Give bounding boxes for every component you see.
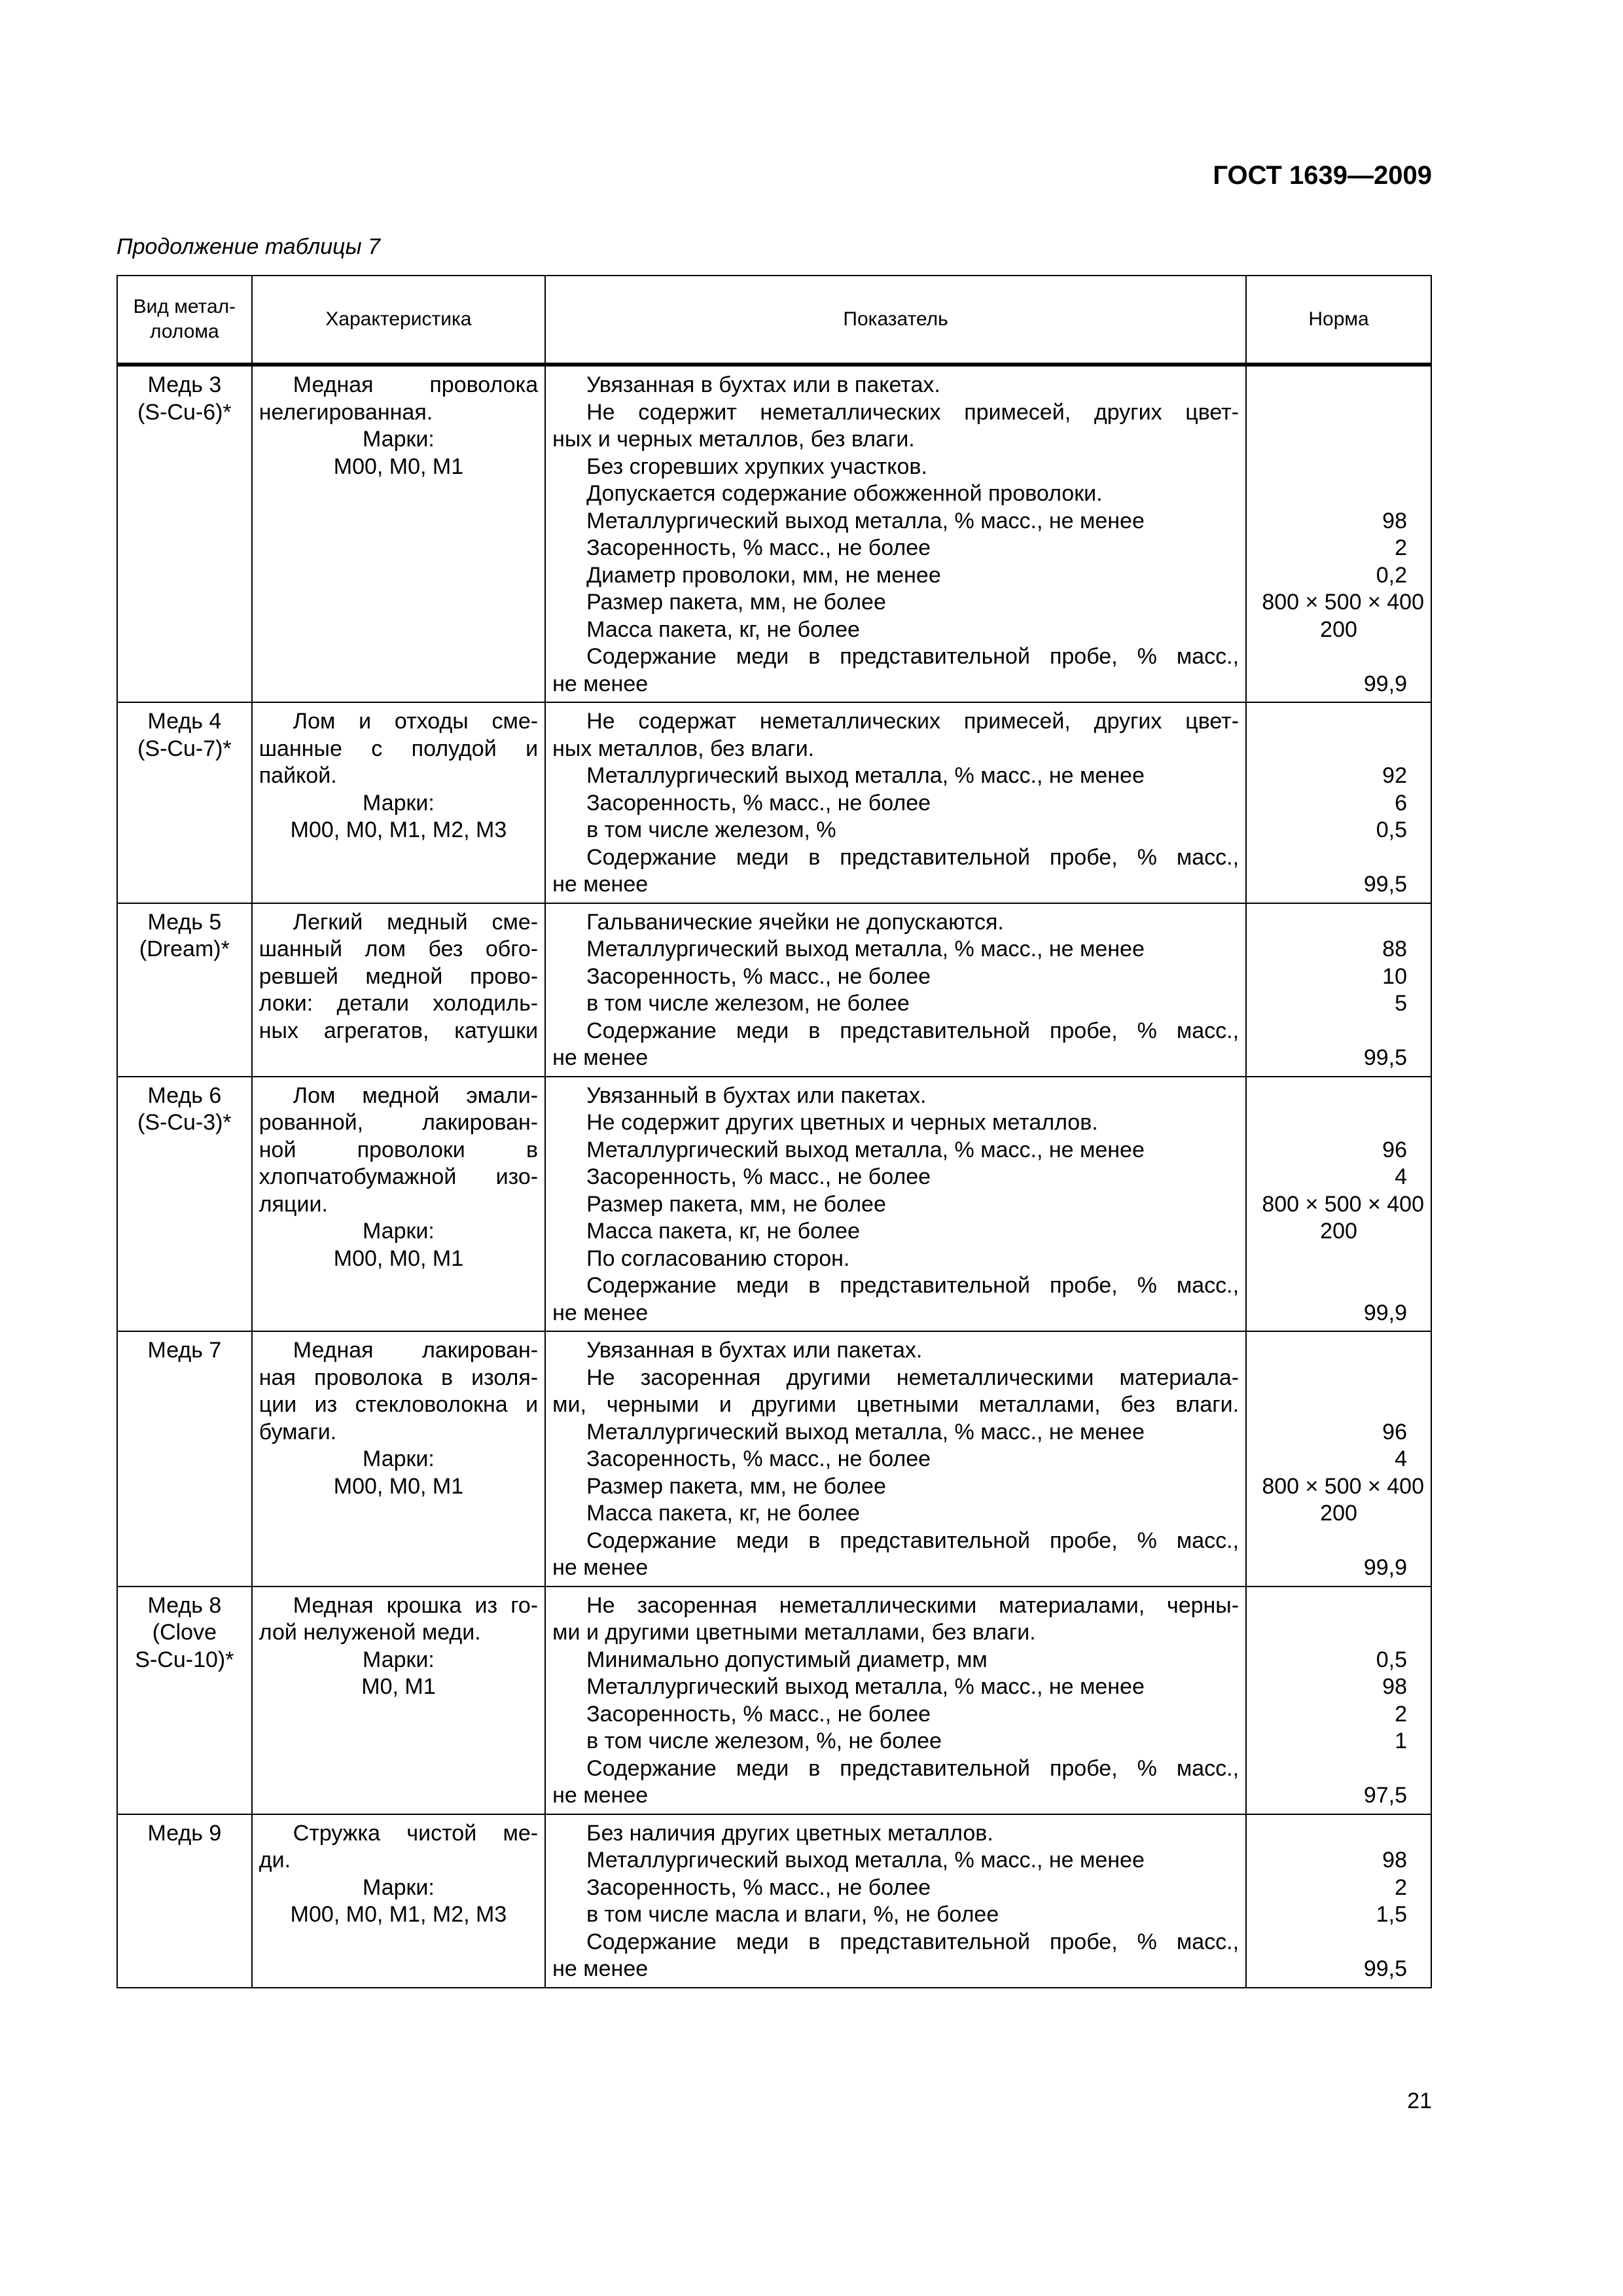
norm-value: 99,5 bbox=[1363, 1045, 1407, 1070]
indicator-line: Содержание меди в представительной пробе, % масс., bbox=[586, 1755, 1240, 1781]
norm-value bbox=[1253, 1018, 1424, 1045]
header-kind bbox=[117, 276, 252, 365]
table-row bbox=[117, 1814, 1431, 1988]
norm-value bbox=[1253, 708, 1424, 736]
indicator-line: Масса пакета, кг, не более bbox=[586, 617, 860, 642]
cell-indicator bbox=[545, 1587, 1246, 1814]
indicator-line: Увязанная в бухтах или в пакетах. bbox=[586, 372, 940, 397]
cell-norm bbox=[1246, 365, 1431, 702]
norm-value bbox=[1253, 736, 1424, 763]
norm-value: 0,5 bbox=[1376, 1647, 1407, 1672]
cell-characteristic bbox=[252, 702, 545, 903]
indicator-line: ми, черными и другими цветными металлами, без влаги. bbox=[552, 1392, 1240, 1417]
cell-characteristic bbox=[252, 365, 545, 702]
indicator-line: не менее bbox=[552, 1300, 649, 1325]
indicator-line: в том числе масла и влаги, %, не более bbox=[586, 1902, 999, 1927]
scrap-kind-line: Медь 8 bbox=[147, 1592, 222, 1618]
characteristic-line: М00, М0, М1, М2, М3 bbox=[290, 817, 507, 842]
table-row bbox=[117, 1587, 1431, 1814]
norm-value: 0,2 bbox=[1376, 562, 1407, 588]
scrap-kind-line: S-Cu-10)* bbox=[135, 1647, 234, 1672]
norm-value: 800 × 500 × 400 bbox=[1262, 590, 1424, 615]
characteristic-line: Марки: bbox=[363, 790, 435, 816]
indicator-line: Не засоренная неметаллическими материалами, черны- bbox=[586, 1592, 1240, 1618]
indicator-line: Гальванические ячейки не допускаются. bbox=[586, 909, 1004, 935]
characteristic-line: М0, М1 bbox=[361, 1674, 436, 1699]
norm-value bbox=[1253, 480, 1424, 508]
characteristic-line: Стружка чистой ме- bbox=[293, 1820, 539, 1846]
indicator-line: не менее bbox=[552, 671, 649, 696]
indicator-line: Увязанная в бухтах или пакетах. bbox=[586, 1338, 923, 1363]
scrap-kind-line: Медь 9 bbox=[147, 1820, 222, 1846]
indicator-line: Не содержит неметаллических примесей, других цвет- bbox=[586, 399, 1240, 425]
norm-value: 4 bbox=[1395, 1164, 1407, 1189]
indicator-line: Не содержит других цветных и черных металлов. bbox=[586, 1110, 1098, 1135]
scrap-kind-line: Медь 4 bbox=[147, 709, 222, 734]
table-row bbox=[117, 702, 1431, 903]
characteristic-line: нелегированная. bbox=[259, 399, 433, 425]
norm-value: 96 bbox=[1382, 1419, 1407, 1444]
indicator-line: Металлургический выход металла, % масс., не менее bbox=[586, 508, 1145, 533]
cell-scrap-kind bbox=[117, 1587, 252, 1814]
indicator-line: не менее bbox=[552, 1555, 649, 1580]
indicator-line: Металлургический выход металла, % масс., не менее bbox=[586, 1674, 1145, 1699]
norm-value: 800 × 500 × 400 bbox=[1262, 1473, 1424, 1499]
norm-value: 88 bbox=[1382, 937, 1407, 961]
norm-value: 92 bbox=[1382, 763, 1407, 788]
indicator-line: Размер пакета, мм, не более bbox=[586, 1473, 886, 1499]
norm-value: 99,9 bbox=[1363, 1300, 1407, 1325]
characteristic-line: Марки: bbox=[363, 1874, 435, 1900]
norm-value bbox=[1253, 1528, 1424, 1555]
cell-characteristic bbox=[252, 1814, 545, 1988]
norm-value bbox=[1253, 399, 1424, 427]
scrap-kind-line: Медь 7 bbox=[147, 1338, 222, 1363]
indicator-line: Без сгоревших хрупких участков. bbox=[586, 454, 927, 479]
characteristic-line: М00, М0, М1 bbox=[333, 454, 464, 479]
norm-value bbox=[1253, 1391, 1424, 1419]
characteristic-line: хлопчатобумажной изо- bbox=[259, 1164, 539, 1189]
characteristic-line: ляции. bbox=[259, 1191, 328, 1217]
table-header bbox=[117, 276, 1431, 365]
characteristic-line: Марки: bbox=[363, 1446, 435, 1471]
indicator-line: Содержание меди в представительной пробе, % масс., bbox=[586, 1929, 1240, 1954]
cell-characteristic bbox=[252, 1587, 545, 1814]
cell-characteristic bbox=[252, 1077, 545, 1332]
scrap-kind-line: (Clove bbox=[152, 1620, 217, 1645]
characteristic-line: ной проволоки в bbox=[259, 1137, 539, 1162]
indicator-line: не менее bbox=[552, 1045, 649, 1070]
table-body bbox=[117, 365, 1431, 1988]
document-code: ГОСТ 1639—2009 bbox=[1213, 161, 1432, 190]
norm-value bbox=[1253, 1755, 1424, 1783]
norm-value bbox=[1253, 1337, 1424, 1365]
norm-value bbox=[1253, 1820, 1424, 1848]
characteristic-line: Лом медной эмали- bbox=[293, 1083, 539, 1108]
characteristic-line: Медная крошка из го- bbox=[293, 1592, 539, 1618]
indicator-line: не менее bbox=[552, 1783, 649, 1808]
indicator-line: Содержание меди в представительной пробе, % масс., bbox=[586, 1273, 1240, 1298]
cell-indicator bbox=[545, 903, 1246, 1077]
scrap-kind-line: (S-Cu-3)* bbox=[137, 1110, 232, 1135]
cell-indicator bbox=[545, 365, 1246, 702]
characteristic-line: Легкий медный сме- bbox=[293, 909, 539, 935]
indicator-line: По согласованию сторон. bbox=[586, 1246, 850, 1271]
cell-characteristic bbox=[252, 1331, 545, 1587]
characteristic-line: бумаги. bbox=[259, 1419, 337, 1444]
indicator-line: в том числе железом, % bbox=[586, 817, 836, 842]
characteristic-line: М00, М0, М1 bbox=[333, 1473, 464, 1499]
indicator-line: Содержание меди в представительной пробе, % масс., bbox=[586, 1018, 1240, 1043]
characteristic-line: Марки: bbox=[363, 1219, 435, 1244]
cell-indicator bbox=[545, 1077, 1246, 1332]
indicator-line: Масса пакета, кг, не более bbox=[586, 1501, 860, 1526]
scrap-kind-line: (S-Cu-7)* bbox=[137, 736, 232, 761]
norm-value bbox=[1253, 454, 1424, 481]
cell-indicator bbox=[545, 1331, 1246, 1587]
norm-value bbox=[1253, 426, 1424, 454]
indicator-line: Засоренность, % масс., не более bbox=[586, 1874, 931, 1900]
indicator-line: ных металлов, без влаги. bbox=[552, 736, 815, 761]
norm-value: 99,5 bbox=[1363, 1956, 1407, 1981]
indicator-line: Размер пакета, мм, не более bbox=[586, 1191, 886, 1217]
table-row bbox=[117, 1077, 1431, 1332]
norm-value: 200 bbox=[1320, 1501, 1357, 1526]
indicator-line: Масса пакета, кг, не более bbox=[586, 1219, 860, 1244]
norm-value bbox=[1253, 1083, 1424, 1110]
norm-value: 96 bbox=[1382, 1137, 1407, 1162]
indicator-line: Допускается содержание обожженной проволоки. bbox=[586, 481, 1103, 506]
indicator-line: не менее bbox=[552, 1956, 649, 1981]
norm-value: 98 bbox=[1382, 1848, 1407, 1873]
norm-value: 0,5 bbox=[1376, 817, 1407, 842]
scrap-kind-line: Медь 3 bbox=[147, 372, 222, 397]
norm-value: 99,9 bbox=[1363, 1555, 1407, 1580]
indicator-line: Металлургический выход металла, % масс., не менее bbox=[586, 1419, 1145, 1444]
indicator-line: Металлургический выход металла, % масс., не менее bbox=[586, 1848, 1145, 1873]
norm-value: 2 bbox=[1395, 1874, 1407, 1900]
norm-value bbox=[1253, 1929, 1424, 1956]
norm-value: 1,5 bbox=[1376, 1902, 1407, 1927]
indicator-line: Диаметр проволоки, мм, не менее bbox=[586, 562, 941, 588]
indicator-line: ми и другими цветными металлами, без влаги. bbox=[552, 1620, 1036, 1645]
header-norm: Норма bbox=[1246, 276, 1431, 365]
characteristic-line: ревшей медной прово- bbox=[259, 963, 539, 989]
indicator-line: Содержание меди в представительной пробе, % масс., bbox=[586, 644, 1240, 669]
characteristic-line: Медная лакирован- bbox=[293, 1338, 539, 1363]
cell-norm bbox=[1246, 1331, 1431, 1587]
cell-scrap-kind bbox=[117, 1331, 252, 1587]
cell-scrap-kind bbox=[117, 365, 252, 702]
characteristic-line: ции из стекловолокна и bbox=[259, 1392, 539, 1417]
header-row bbox=[117, 276, 1431, 365]
norm-value bbox=[1253, 909, 1424, 937]
indicator-line: не менее bbox=[552, 872, 649, 897]
cell-scrap-kind bbox=[117, 1077, 252, 1332]
characteristic-line: лой нелуженой меди. bbox=[259, 1620, 481, 1645]
indicator-line: в том числе железом, %, не более bbox=[586, 1729, 942, 1753]
norm-value: 1 bbox=[1395, 1729, 1407, 1753]
cell-norm bbox=[1246, 702, 1431, 903]
cell-norm bbox=[1246, 1077, 1431, 1332]
norm-value: 200 bbox=[1320, 617, 1357, 642]
scrap-spec-table bbox=[116, 275, 1432, 1988]
characteristic-line: ная проволока в изоля- bbox=[259, 1365, 539, 1390]
norm-value bbox=[1253, 1246, 1424, 1273]
cell-norm bbox=[1246, 1814, 1431, 1988]
scrap-kind-line: Медь 5 bbox=[147, 909, 222, 935]
characteristic-line: Марки: bbox=[363, 1647, 435, 1672]
table-caption: Продолжение таблицы 7 bbox=[116, 234, 380, 259]
indicator-line: Засоренность, % масс., не более bbox=[586, 790, 931, 816]
indicator-line: ных и черных металлов, без влаги. bbox=[552, 427, 915, 452]
indicator-line: Металлургический выход металла, % масс., не менее bbox=[586, 1137, 1145, 1162]
characteristic-line: локи: детали холодиль- bbox=[259, 991, 539, 1016]
indicator-line: Не содержат неметаллических примесей, других цвет- bbox=[586, 709, 1240, 734]
indicator-line: Увязанный в бухтах или пакетах. bbox=[586, 1083, 927, 1108]
indicator-line: в том числе железом, не более bbox=[586, 991, 910, 1016]
page-number: 21 bbox=[1407, 2089, 1432, 2113]
norm-value bbox=[1253, 1109, 1424, 1137]
norm-value bbox=[1253, 1365, 1424, 1392]
characteristic-line: Марки: bbox=[363, 427, 435, 452]
norm-value: 4 bbox=[1395, 1446, 1407, 1471]
indicator-line: Без наличия других цветных металлов. bbox=[586, 1820, 993, 1846]
indicator-line: Засоренность, % масс., не более bbox=[586, 535, 931, 560]
indicator-line: Засоренность, % масс., не более bbox=[586, 1164, 931, 1189]
cell-indicator bbox=[545, 702, 1246, 903]
header-kind-line: Вид метал- bbox=[133, 296, 236, 317]
norm-value: 98 bbox=[1382, 1674, 1407, 1699]
scrap-kind-line: (Dream)* bbox=[139, 937, 230, 961]
norm-value: 5 bbox=[1395, 991, 1407, 1016]
header-characteristic: Характеристика bbox=[252, 276, 545, 365]
table-row bbox=[117, 365, 1431, 702]
indicator-line: Не засоренная другими неметаллическими материала- bbox=[586, 1365, 1240, 1390]
norm-value: 800 × 500 × 400 bbox=[1262, 1191, 1424, 1217]
characteristic-line: Лом и отходы сме- bbox=[293, 709, 539, 734]
norm-value: 99,9 bbox=[1363, 671, 1407, 696]
indicator-line: Металлургический выход металла, % масс., не менее bbox=[586, 763, 1145, 788]
norm-value: 6 bbox=[1395, 790, 1407, 816]
norm-value bbox=[1253, 1619, 1424, 1647]
indicator-line: Засоренность, % масс., не более bbox=[586, 1446, 931, 1471]
norm-value: 99,5 bbox=[1363, 872, 1407, 897]
indicator-line: Содержание меди в представительной пробе, % масс., bbox=[586, 1528, 1240, 1553]
cell-norm bbox=[1246, 903, 1431, 1077]
indicator-line: Содержание меди в представительной пробе, % масс., bbox=[586, 844, 1240, 870]
cell-norm bbox=[1246, 1587, 1431, 1814]
indicator-line: Минимально допустимый диаметр, мм bbox=[586, 1647, 988, 1672]
characteristic-line: М00, М0, М1 bbox=[333, 1246, 464, 1271]
table-row bbox=[117, 903, 1431, 1077]
characteristic-line: шанные с полудой и bbox=[259, 736, 539, 761]
norm-value bbox=[1253, 643, 1424, 671]
characteristic-line: шанный лом без обго- bbox=[259, 937, 539, 961]
norm-value bbox=[1253, 1592, 1424, 1620]
cell-scrap-kind bbox=[117, 702, 252, 903]
table-row bbox=[117, 1331, 1431, 1587]
cell-characteristic bbox=[252, 903, 545, 1077]
characteristic-line: пайкой. bbox=[259, 763, 337, 788]
characteristic-line: Медная проволока bbox=[293, 372, 539, 397]
cell-scrap-kind bbox=[117, 1814, 252, 1988]
scrap-kind-line: Медь 6 bbox=[147, 1083, 222, 1108]
indicator-line: Засоренность, % масс., не более bbox=[586, 963, 931, 989]
norm-value: 2 bbox=[1395, 535, 1407, 560]
cell-indicator bbox=[545, 1814, 1246, 1988]
norm-value: 200 bbox=[1320, 1219, 1357, 1244]
norm-value: 10 bbox=[1382, 963, 1407, 989]
characteristic-line: ди. bbox=[259, 1848, 291, 1873]
indicator-line: Засоренность, % масс., не более bbox=[586, 1701, 931, 1727]
indicator-line: Размер пакета, мм, не более bbox=[586, 590, 886, 615]
cell-scrap-kind bbox=[117, 903, 252, 1077]
norm-value bbox=[1253, 372, 1424, 399]
characteristic-line: ных агрегатов, катушки bbox=[259, 1018, 539, 1043]
norm-value: 2 bbox=[1395, 1701, 1407, 1727]
indicator-line: Металлургический выход металла, % масс., не менее bbox=[586, 937, 1145, 961]
norm-value bbox=[1253, 1272, 1424, 1300]
characteristic-line: рованной, лакирован- bbox=[259, 1110, 539, 1135]
header-indicator: Показатель bbox=[545, 276, 1246, 365]
norm-value: 97,5 bbox=[1363, 1783, 1407, 1808]
scrap-kind-line: (S-Cu-6)* bbox=[137, 399, 232, 425]
header-kind-line: лолома bbox=[150, 321, 219, 342]
characteristic-line: М00, М0, М1, М2, М3 bbox=[290, 1902, 507, 1927]
norm-value bbox=[1253, 844, 1424, 872]
norm-value: 98 bbox=[1382, 508, 1407, 533]
